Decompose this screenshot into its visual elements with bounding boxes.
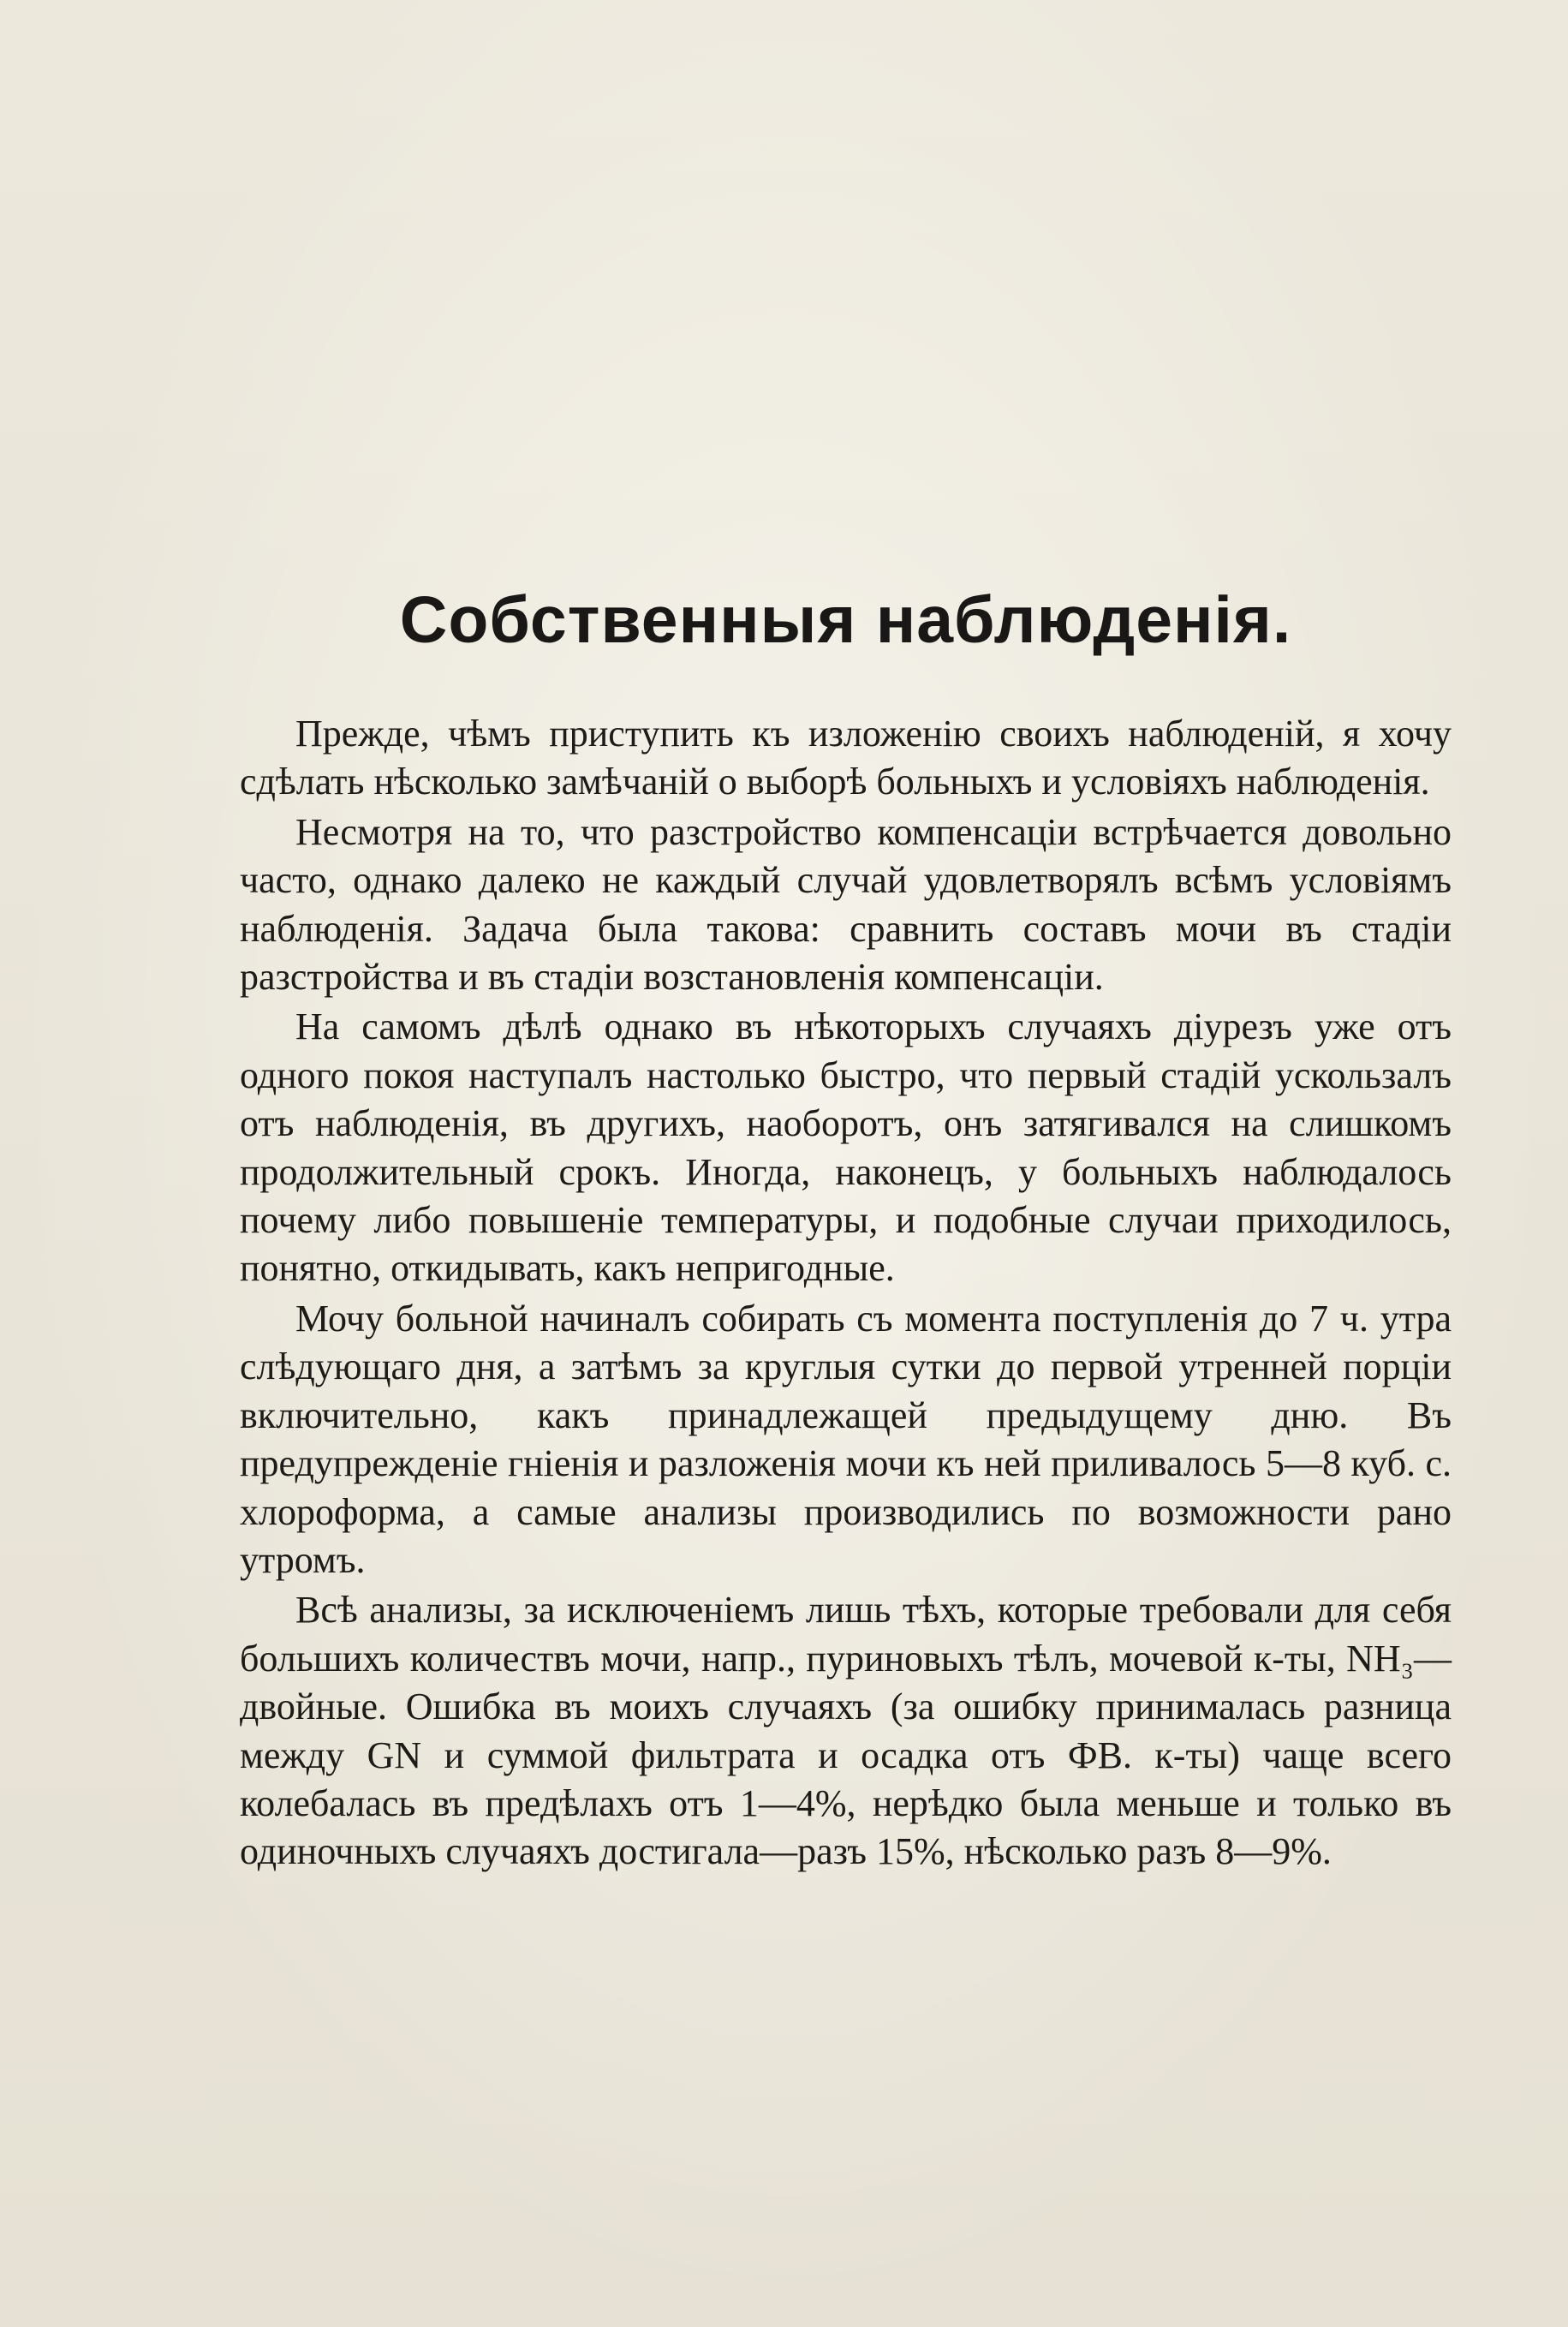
paragraph-1: Прежде, чѣмъ приступить къ изложенію своихъ наблюденій, я хочу сдѣлать нѣсколько замѣчаній о выборѣ больныхъ и условіяхъ наблюденія. [240,713,1452,803]
paragraph-3: На самомъ дѣлѣ однако въ нѣкоторыхъ случаяхъ діурезъ уже отъ одного покоя наступалъ настолько быстро, что первый стадій ускользалъ отъ наблюденія, въ другихъ, наоборотъ, онъ затягивался на слишкомъ продолжительный срокъ. Иногда, наконецъ, у больныхъ наблюдалось почему либо повышеніе температуры, и подобные случаи приходилось, понятно, откидывать, какъ непригодные. [240,1005,1452,1290]
paragraph-2: Несмотря на то, что разстройство компенсаціи встрѣчается довольно часто, однако далеко не каждый случай удовлетворялъ всѣмъ условіямъ наблюденія. Задача была такова: сравнить составъ мочи въ стадіи разстройства и въ стадіи возстановленія компенсаціи. [240,810,1452,999]
paragraph-4: Мочу больной начиналъ собирать съ момента поступленія до 7 ч. утра слѣдующаго дня, а затѣмъ за круглыя сутки до первой утренней порціи включительно, какъ принадлежащей предыдущему дню. Въ предупрежденіе гніенія и разложенія мочи къ ней приливалось 5—8 куб. с. хлороформа, а самые анализы производились по возможности рано утромъ. [240,1297,1452,1581]
paragraph-5: Всѣ анализы, за исключеніемъ лишь тѣхъ, которые требовали для себя большихъ количествъ мочи, напр., пуриновыхъ тѣлъ, мочевой к-ты, NH₃—двойные. Ошибка въ моихъ случаяхъ (за ошибку принималась разница между GN и суммой фильтрата и осадка отъ ФВ. к-ты) чаще всего колебалась въ предѣлахъ отъ 1—4%, нерѣдко была меньше и только въ одиночныхъ случаяхъ достигала—разъ 15%, нѣсколько разъ 8—9%. [240,1589,1452,1873]
page-title: Собственныя наблюденія. [399,583,1292,657]
text-block [240,582,1452,1878]
